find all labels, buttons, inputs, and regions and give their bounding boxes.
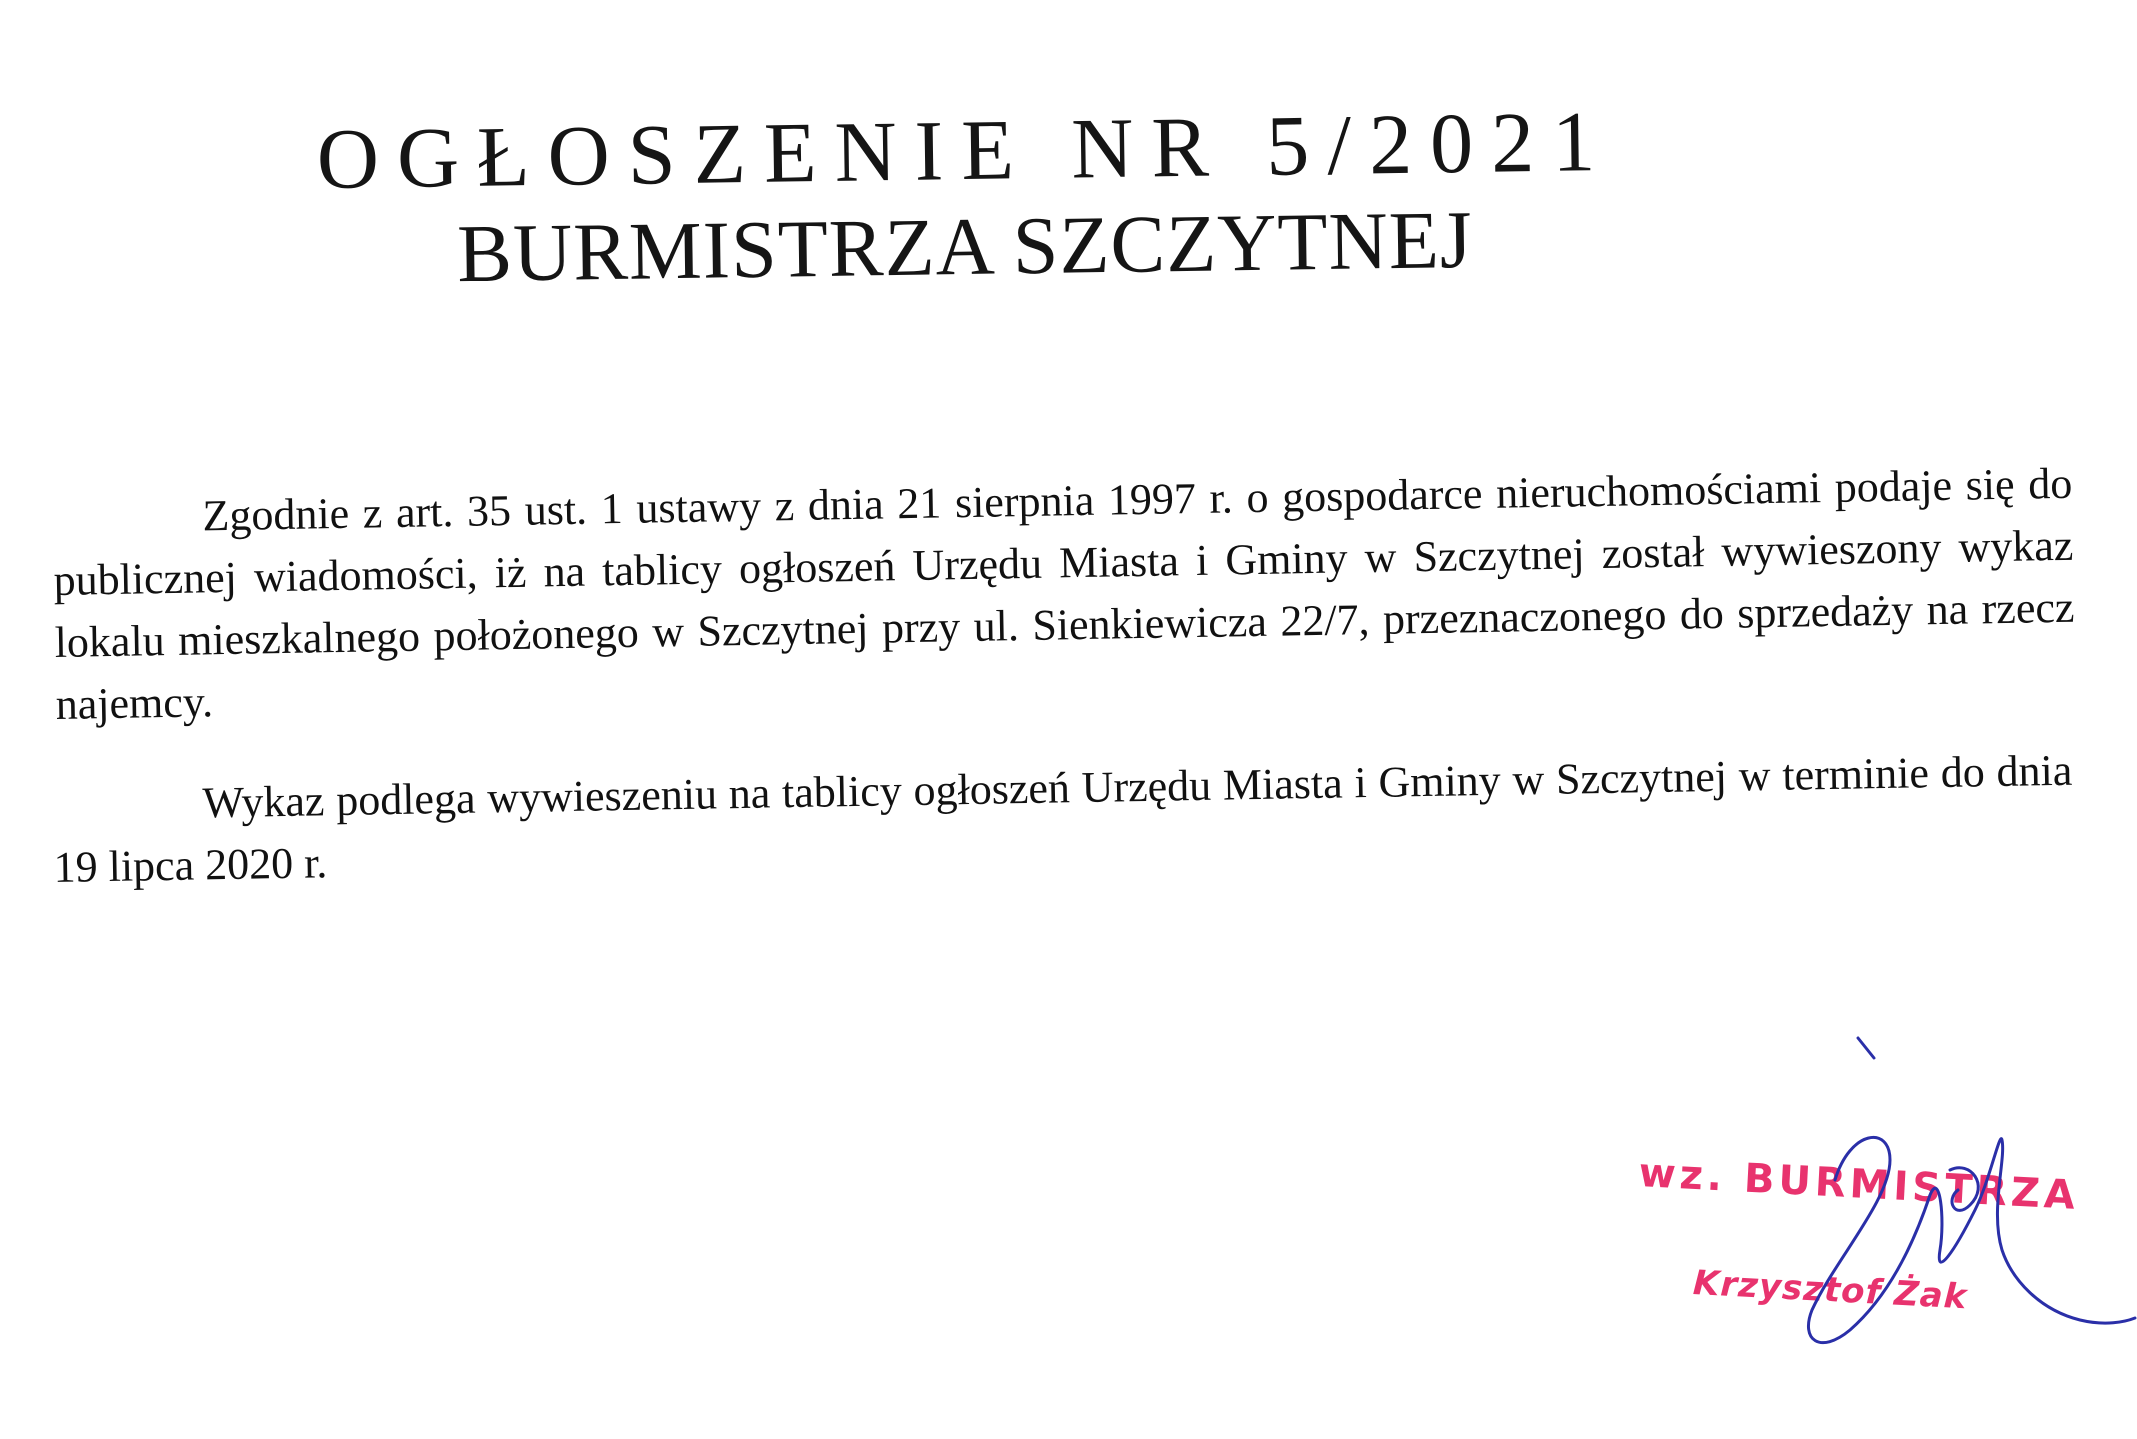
stamp-name: Krzysztof Żak xyxy=(1692,1262,1969,1318)
paragraph-2 xyxy=(52,740,2074,899)
handwritten-signature xyxy=(1740,1010,2137,1370)
document-title: OGŁOSZENIE NR 5/2021 xyxy=(316,92,1614,208)
paragraph-indent xyxy=(53,530,203,533)
signature-stroke-main xyxy=(1808,1137,2135,1342)
signature-tick xyxy=(1858,1038,1874,1058)
stamp-title: wz. BURMISTRZA xyxy=(1637,1150,2081,1219)
paragraph-indent xyxy=(53,817,203,820)
paragraph-1-text: Zgodnie z art. 35 ust. 1 ustawy z dnia 21 sierpnia 1997 r. o gospodarce nieruchomościami podaje się do publicznej wiadomości, iż na tablicy ogłoszeń Urzędu Miasta i Gminy w Szczytnej został wywieszony wykaz lokalu mieszkalnego położonego w Szczytnej przy ul. Sienkiewicza 22/7, przeznaczonego do sprzedaży na rzecz najemcy. xyxy=(53,458,2075,729)
document-issuer: BURMISTRZA SZCZYTNEJ xyxy=(456,193,1474,300)
signature-stroke-loop xyxy=(1950,1168,1978,1211)
paragraph-2-text: Wykaz podlega wywieszeniu na tablicy ogłoszeń Urzędu Miasta i Gminy w Szczytnej w terminie do dnia 19 lipca 2020 r. xyxy=(53,745,2073,892)
paragraph-1 xyxy=(52,453,2076,736)
